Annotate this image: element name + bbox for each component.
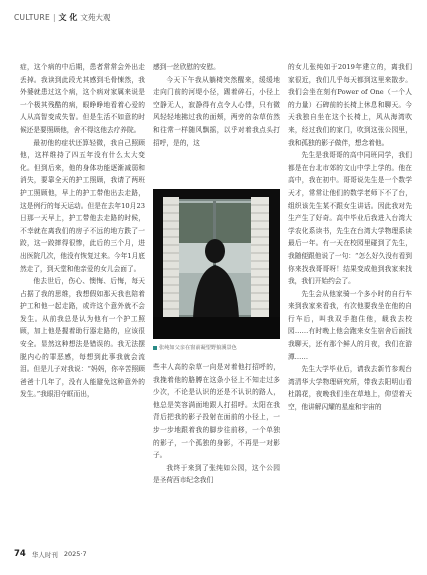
- paragraph: 症，这个病的中后期，患者常常会外出走丢掉。我读到此段尤其感到毛骨悚然，我外婆就患过这个病，这个病对家属来说是一个极其残酷的病，眼睁睁地看着心爱的人从高智变成失智。但是生活不如意的时候还是要照顾他，舍不得这他去疗养院。: [20, 63, 145, 134]
- paragraph: 先生会从他家骑一个多小时的自行车来到我家来看我，有次他要我坐在他的自行车后，叫我双手抱住他，载我去校园……有时晚上他会跑来女生宿舍后面找我聊天，还有那个鲜人的月夜，我们在游潭……: [288, 289, 412, 361]
- window-photo-illustration: [153, 189, 280, 339]
- paragraph: 的女儿张纯如于2019年建立的，离我们家很近，我们几乎每天都到这里来散步。我们会坐在刻有Power of One（一个人的力量）石碑前的长椅上休息和聊天。今天我独自坐在这个长椅上，风从海湾吹来，经过我们的家门，吹到这张公园里，我和孤独的影子做伴，想念着他。: [288, 63, 412, 147]
- paragraph: 先生是我哥哥的高中同班同学，我们都是在台北市郊的文山中学上学的。他在高中，我在初中。哥哥说先生是一个数学天才，常常让他们的数学老师下不了台，组织该先生某不跟女生讲话。因此我对先生产生了好奇。高中毕业后我进入台湾大学农化系读书，先生在台湾大学物理系读最后一年。有一天在校园里碰到了先生，我随便跟他说了一句：“怎么好久没有看到你来找我哥哥呀！结果变成他到我家来找我，我们开始约会了。: [288, 151, 412, 286]
- page-header: [14, 9, 413, 25]
- paragraph: 我终于来到了张纯如公园，这个公园是圣荷西市纪念我们: [153, 463, 280, 485]
- paragraph: 他去世后，伤心、懊悔、后悔，每天占据了我的思维，我想假如那天我也陪着护工和他一起走路，或许这个意外就不会发生。从前我总是认为他有一个护工照顾，加上他是握着助行器走路的，应该很安全。显然这种想法是错误的。我无法摆脱内心的罪恶感，每想到此事我就会流泪。但是儿子对我说：“妈妈，你辛苦照顾爸爸十几年了，没有人能避免这种意外的发生。”我眼泪夺眶而出，: [20, 277, 145, 399]
- paragraph: 最初他的症状还算轻微，我自己照顾他，这样维持了四五年没有什么太大变化。但到后来，他的身体功能逐渐减弱和消失，要靠全天的护工照顾，我请了两班护工照顾他，早上的护工带他出去走路，这是例行的每天运动。但是在去年10月23日那一天早上，护工带他去走路的时候，不幸就在离我们的房子不远的地方跌了一跤，这一跤摔得很惨，此后的三个月，进出医院几次，他没有恢复过来。今年1月底然走了，到天堂和他亲爱的女儿会面了。: [20, 138, 145, 273]
- header-separator: |: [53, 12, 56, 22]
- issue-date: 2025·7: [63, 550, 87, 558]
- page-footer: [14, 549, 87, 559]
- article-photo: [153, 189, 280, 339]
- caption-marker-icon: [153, 346, 157, 350]
- paragraph: 些丰人高的杂草一向是对着他打招呼的，我挽着他的胳膊在这条小径上不知走过多少次，不论是认识的还是不认识的路人，他总是笑容满面地跟人打招呼。太阳在我背后把我的影子投射在面前的小径上，一步一步地跟着我的脚步往前移，一个单独的影子，一个孤独的身影，不再是一对影子。: [153, 363, 280, 460]
- section-label-cn: 文 化: [58, 12, 78, 22]
- text-column-3: [288, 61, 412, 414]
- paragraph: 感到一丝欣慰的安慰。: [153, 63, 220, 71]
- caption-text: 张纯如父亲在窗前凝望野狼溪景色: [159, 345, 237, 351]
- paragraph: 今天下午我从躺椅突然醒来，缓缓地走向门前的河堤小径，踢着碎石，小径上空静无人，寂静得有点令人心悸，只有微风轻轻地拂过我的面颊，两旁的杂草仿然和往常一样随风飘摇，以乎对着我点头打招呼，是的，这: [153, 75, 280, 147]
- photo-caption: [153, 342, 280, 355]
- section-label-en: CULTURE: [14, 12, 50, 22]
- text-column-1: [20, 61, 145, 401]
- article-body: [20, 61, 412, 539]
- magazine-name: 华人时刊: [31, 550, 58, 559]
- subsection-label: 文苑大观: [80, 12, 111, 22]
- paragraph: 先生大学毕业后，请我去新竹参观台湾清华大学物理研究所，带我去阳明山看杜鹃花，夜晚我们坐在草地上，仰望着天空，他讲解闪耀的星座和宇宙的: [288, 365, 412, 412]
- page-number: 74: [14, 549, 26, 559]
